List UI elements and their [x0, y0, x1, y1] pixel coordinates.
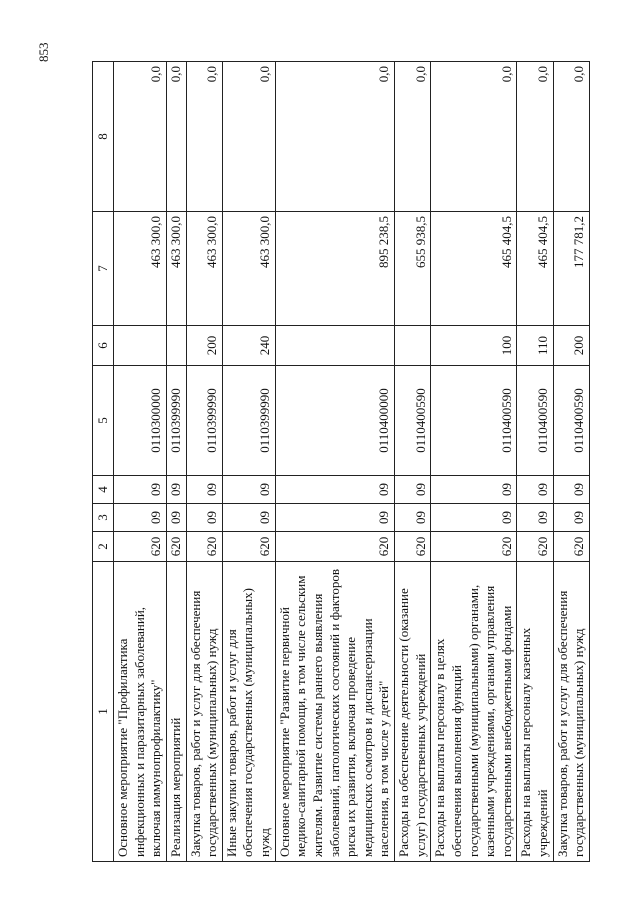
- cell-code-6: 200: [186, 326, 222, 366]
- cell-code-2: 620: [553, 532, 589, 562]
- cell-code-6: [166, 326, 186, 366]
- column-header: 7: [93, 212, 114, 326]
- table-body: [93, 62, 590, 862]
- cell-amount-7: 177 781,2: [553, 212, 589, 326]
- cell-code-5: 0110400000: [275, 366, 394, 476]
- cell-code-6: [275, 326, 394, 366]
- cell-amount-7: 463 300,0: [166, 212, 186, 326]
- cell-code-4: 09: [114, 476, 167, 504]
- cell-code-6: [395, 326, 431, 366]
- cell-code-6: 100: [431, 326, 517, 366]
- cell-code-4: 09: [166, 476, 186, 504]
- column-header: 8: [93, 62, 114, 212]
- cell-code-4: 09: [553, 476, 589, 504]
- cell-code-5: 0110399990: [166, 366, 186, 476]
- cell-code-3: 09: [166, 504, 186, 532]
- row-description: Основное мероприятие "Развитие первичной медико-санитарной помощи, в том числе сельским жителям. Развитие системы раннего выявления заболеваний, патологических состояний и факторов риска их развития, включая проведение медицинских осмотров и диспансеризации населения, в том числе у детей": [275, 562, 394, 862]
- cell-code-4: 09: [222, 476, 275, 504]
- cell-amount-8: 0,0: [275, 62, 394, 212]
- column-header: 2: [93, 532, 114, 562]
- cell-code-4: 09: [517, 476, 553, 504]
- cell-code-2: 620: [275, 532, 394, 562]
- cell-amount-8: 0,0: [166, 62, 186, 212]
- cell-code-6: 240: [222, 326, 275, 366]
- column-number-row: [93, 62, 114, 862]
- cell-code-5: 0110400590: [395, 366, 431, 476]
- cell-amount-7: 465 404,5: [517, 212, 553, 326]
- row-description: Расходы на выплаты персоналу в целях обеспечения выполнения функций государственными (муниципальными) органами, казенными учреждениями, органами управления государственными внебюджетными фондами: [431, 562, 517, 862]
- row-description: Расходы на выплаты персоналу казенных учреждений: [517, 562, 553, 862]
- row-description: Иные закупки товаров, работ и услуг для обеспечения государственных (муниципальных) нужд: [222, 562, 275, 862]
- table-row: [431, 62, 517, 862]
- cell-code-6: [114, 326, 167, 366]
- cell-code-3: 09: [275, 504, 394, 532]
- cell-code-5: 0110400590: [517, 366, 553, 476]
- cell-amount-7: 895 238,5: [275, 212, 394, 326]
- table-row: [553, 62, 589, 862]
- cell-code-2: 620: [431, 532, 517, 562]
- cell-code-4: 09: [431, 476, 517, 504]
- cell-code-2: 620: [517, 532, 553, 562]
- cell-code-2: 620: [166, 532, 186, 562]
- row-description: Основное мероприятие "Профилактика инфекционных и паразитарных заболеваний, включая иммунопрофилактику": [114, 562, 167, 862]
- row-description: Закупка товаров, работ и услуг для обеспечения государственных (муниципальных) нужд: [186, 562, 222, 862]
- column-header: 6: [93, 326, 114, 366]
- table-row: [166, 62, 186, 862]
- row-description: Реализация мероприятий: [166, 562, 186, 862]
- cell-amount-7: 463 300,0: [114, 212, 167, 326]
- cell-amount-8: 0,0: [186, 62, 222, 212]
- column-header: 3: [93, 504, 114, 532]
- cell-amount-7: 463 300,0: [186, 212, 222, 326]
- cell-code-3: 09: [431, 504, 517, 532]
- row-description: Закупка товаров, работ и услуг для обеспечения государственных (муниципальных) нужд: [553, 562, 589, 862]
- table-row: [395, 62, 431, 862]
- cell-code-2: 620: [222, 532, 275, 562]
- cell-code-5: 0110300000: [114, 366, 167, 476]
- cell-code-3: 09: [395, 504, 431, 532]
- column-header: 4: [93, 476, 114, 504]
- rotated-table-sheet: [92, 62, 587, 862]
- cell-amount-8: 0,0: [222, 62, 275, 212]
- cell-code-2: 620: [114, 532, 167, 562]
- cell-amount-8: 0,0: [517, 62, 553, 212]
- budget-table: [92, 61, 590, 862]
- table-row: [275, 62, 394, 862]
- table-row: [517, 62, 553, 862]
- table-row: [114, 62, 167, 862]
- cell-code-3: 09: [222, 504, 275, 532]
- cell-code-5: 0110399990: [222, 366, 275, 476]
- row-description: Расходы на обеспечение деятельности (оказание услуг) государственных учреждений: [395, 562, 431, 862]
- cell-amount-8: 0,0: [114, 62, 167, 212]
- cell-amount-7: 655 938,5: [395, 212, 431, 326]
- cell-code-5: 0110400590: [553, 366, 589, 476]
- cell-code-4: 09: [186, 476, 222, 504]
- cell-amount-8: 0,0: [395, 62, 431, 212]
- cell-amount-7: 465 404,5: [431, 212, 517, 326]
- cell-code-5: 0110399990: [186, 366, 222, 476]
- column-header: 1: [93, 562, 114, 862]
- cell-code-3: 09: [114, 504, 167, 532]
- page-number: 853: [36, 42, 51, 62]
- table-rotation-wrapper: [92, 62, 587, 862]
- column-header: 5: [93, 366, 114, 476]
- cell-code-3: 09: [517, 504, 553, 532]
- cell-amount-8: 0,0: [431, 62, 517, 212]
- cell-amount-8: 0,0: [553, 62, 589, 212]
- cell-code-4: 09: [275, 476, 394, 504]
- cell-code-3: 09: [553, 504, 589, 532]
- cell-code-5: 0110400590: [431, 366, 517, 476]
- cell-code-2: 620: [395, 532, 431, 562]
- table-row: [222, 62, 275, 862]
- cell-code-4: 09: [395, 476, 431, 504]
- cell-amount-7: 463 300,0: [222, 212, 275, 326]
- cell-code-6: 200: [553, 326, 589, 366]
- table-row: [186, 62, 222, 862]
- cell-code-6: 110: [517, 326, 553, 366]
- cell-code-2: 620: [186, 532, 222, 562]
- cell-code-3: 09: [186, 504, 222, 532]
